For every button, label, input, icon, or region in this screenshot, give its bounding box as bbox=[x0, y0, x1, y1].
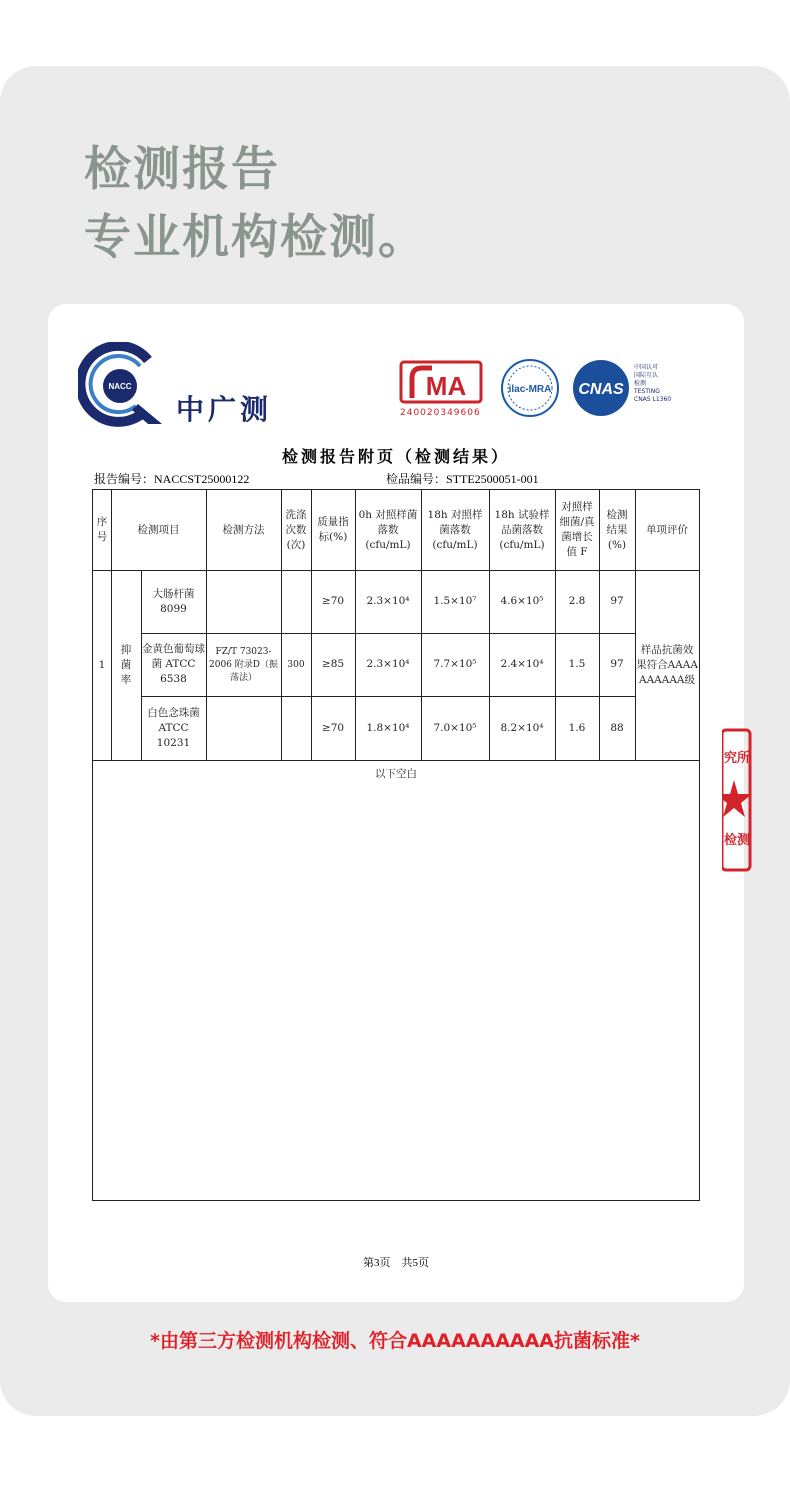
row3-quality: ≥70 bbox=[321, 721, 345, 734]
row2-growth-f: 1.5 bbox=[568, 658, 586, 670]
row1-result: 97 bbox=[610, 595, 624, 607]
cma-number: 240020349606 bbox=[400, 408, 481, 418]
row3-organism: 白色念珠菌 ATCC 10231 bbox=[147, 706, 200, 749]
row3-0h: 1.8×10⁴ bbox=[366, 721, 410, 734]
nacc-logo-icon bbox=[78, 342, 174, 428]
blank-note: 以下空白 bbox=[375, 767, 417, 780]
report-number: 报告编号：NACCST25000122 bbox=[94, 472, 250, 486]
header-evaluation: 单项评价 bbox=[646, 523, 688, 536]
cell-item: 抑菌率 bbox=[120, 643, 132, 686]
header-growth-f: 对照样细菌/真菌增长值 F bbox=[559, 501, 595, 558]
row3-growth-f: 1.6 bbox=[568, 721, 586, 734]
row2-18h-control: 7.7×10⁵ bbox=[433, 658, 477, 670]
row3-18h-test: 8.2×10⁴ bbox=[500, 721, 544, 734]
row3-18h-control: 7.0×10⁵ bbox=[433, 721, 477, 734]
bottom-note: *由第三方检测机构检测、符合AAAAAAAAAA抗菌标准* bbox=[150, 1330, 640, 1352]
cnas-caption: 中国认可 国际互认 检测 TESTING CNAS L1360 bbox=[634, 364, 672, 403]
header-item: 检测项目 bbox=[137, 523, 180, 536]
official-stamp bbox=[722, 726, 762, 874]
header-seq: 序号 bbox=[96, 516, 108, 543]
cell-evaluation: 样品抗菌效果符合AAAAAAAAAA级 bbox=[636, 643, 698, 686]
stamp-star-icon bbox=[722, 780, 752, 817]
row2-organism: 金黄色葡萄球菌 ATCC 6538 bbox=[142, 643, 205, 685]
cell-seq: 1 bbox=[98, 658, 106, 671]
row2-quality: ≥85 bbox=[321, 658, 345, 670]
results-table bbox=[92, 489, 700, 1201]
cell-washes: 300 bbox=[287, 659, 305, 670]
cma-text: MA bbox=[425, 371, 467, 401]
header-18h-control: 18h 对照样菌落数(cfu/mL) bbox=[427, 508, 483, 551]
header-0h-control: 0h 对照样菌落数(cfu/mL) bbox=[358, 508, 418, 551]
header-18h-test: 18h 试验样品菌落数(cfu/mL) bbox=[494, 508, 550, 551]
cell-method: FZ/T 73023-2006 附录D（振荡法） bbox=[209, 646, 278, 683]
stamp-text-top: 究所 bbox=[724, 751, 751, 766]
headline-subtitle: 专业机构检测。 bbox=[84, 210, 427, 265]
headline-title: 检测报告 bbox=[84, 142, 280, 197]
row2-18h-test: 2.4×10⁴ bbox=[500, 658, 544, 670]
header-quality: 质量指标(%) bbox=[317, 516, 349, 543]
row1-growth-f: 2.8 bbox=[568, 595, 586, 607]
row2-result: 97 bbox=[610, 658, 624, 670]
row1-0h: 2.3×10⁴ bbox=[366, 595, 410, 607]
logo-badge-text: NACC bbox=[108, 382, 132, 391]
row1-quality: ≥70 bbox=[321, 595, 345, 607]
cnas-text: CNAS bbox=[578, 381, 624, 398]
row3-result: 88 bbox=[610, 721, 624, 734]
row1-organism: 大肠杆菌 8099 bbox=[152, 587, 195, 615]
header-result: 检测结果(%) bbox=[606, 508, 628, 551]
row1-18h-test: 4.6×10⁵ bbox=[500, 595, 544, 607]
ilac-text: ilac-MRA bbox=[508, 384, 552, 395]
page-footer: 第3页 共5页 bbox=[363, 1257, 429, 1269]
sample-number: 检品编号：STTE2500051-001 bbox=[386, 472, 539, 486]
header-washes: 洗涤次数(次) bbox=[285, 508, 307, 551]
report-card bbox=[48, 304, 744, 1302]
row2-0h: 2.3×10⁴ bbox=[366, 658, 410, 670]
stamp-text-bottom: 检测 bbox=[724, 833, 751, 848]
header-method: 检测方法 bbox=[222, 523, 265, 536]
brand-name: 中广测 bbox=[176, 393, 273, 426]
report-title: 检测报告附页（检测结果） bbox=[281, 447, 510, 466]
row1-18h-control: 1.5×10⁷ bbox=[433, 595, 477, 607]
